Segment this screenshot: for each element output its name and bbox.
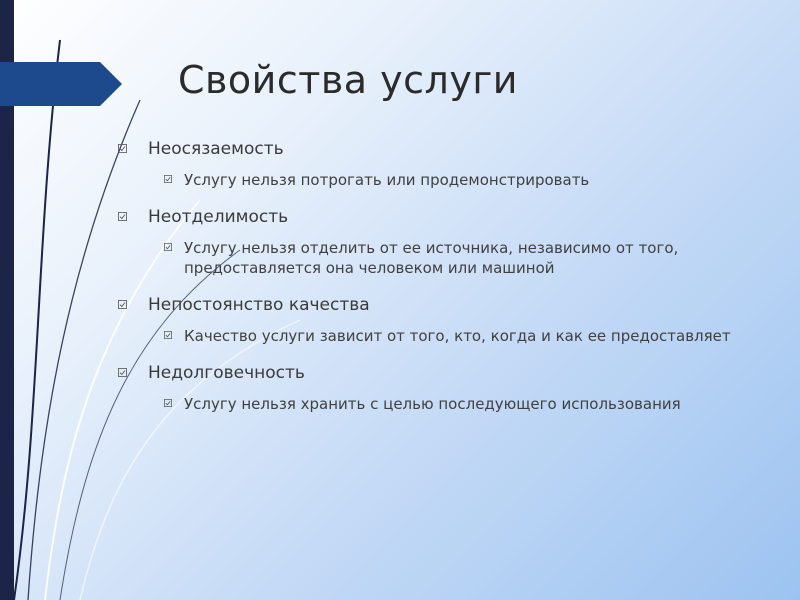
sub-bullet-list <box>148 394 758 414</box>
check-box-icon <box>164 399 172 407</box>
bullet-list <box>118 138 758 414</box>
sub-bullet-item <box>148 170 758 190</box>
bullet-item <box>118 362 758 414</box>
bullet-item <box>118 294 758 346</box>
check-box-icon <box>118 212 127 221</box>
arrow-tab-icon <box>0 62 122 106</box>
sub-bullet-item <box>148 394 758 414</box>
check-box-icon <box>118 368 127 377</box>
bullet-item <box>118 206 758 278</box>
sub-bullet-item <box>148 326 758 346</box>
bullet-item <box>118 138 758 190</box>
sub-bullet-item <box>148 238 758 278</box>
sub-bullet-text: Услугу нельзя отделить от ее источника, независимо от того, предоставляется она человеком или машиной <box>184 239 679 277</box>
check-box-icon <box>118 300 127 309</box>
check-box-icon <box>118 144 127 153</box>
sub-bullet-text: Услугу нельзя потрогать или продемонстрировать <box>184 171 590 189</box>
sub-bullet-text: Услугу нельзя хранить с целью последующего использования <box>184 395 681 413</box>
sub-bullet-list <box>148 326 758 346</box>
sub-bullet-text: Качество услуги зависит от того, кто, когда и как ее предоставляет <box>184 327 731 345</box>
slide-title: Свойства услуги <box>178 58 518 102</box>
bullet-label: Неосязаемость <box>148 139 284 159</box>
check-box-icon <box>164 331 172 339</box>
check-box-icon <box>164 175 172 183</box>
bullet-label: Неотделимость <box>148 207 289 227</box>
sub-bullet-list <box>148 238 758 278</box>
sub-bullet-list <box>148 170 758 190</box>
bullet-label: Непостоянство качества <box>148 295 370 315</box>
bullet-label: Недолговечность <box>148 363 305 383</box>
check-box-icon <box>164 243 172 251</box>
